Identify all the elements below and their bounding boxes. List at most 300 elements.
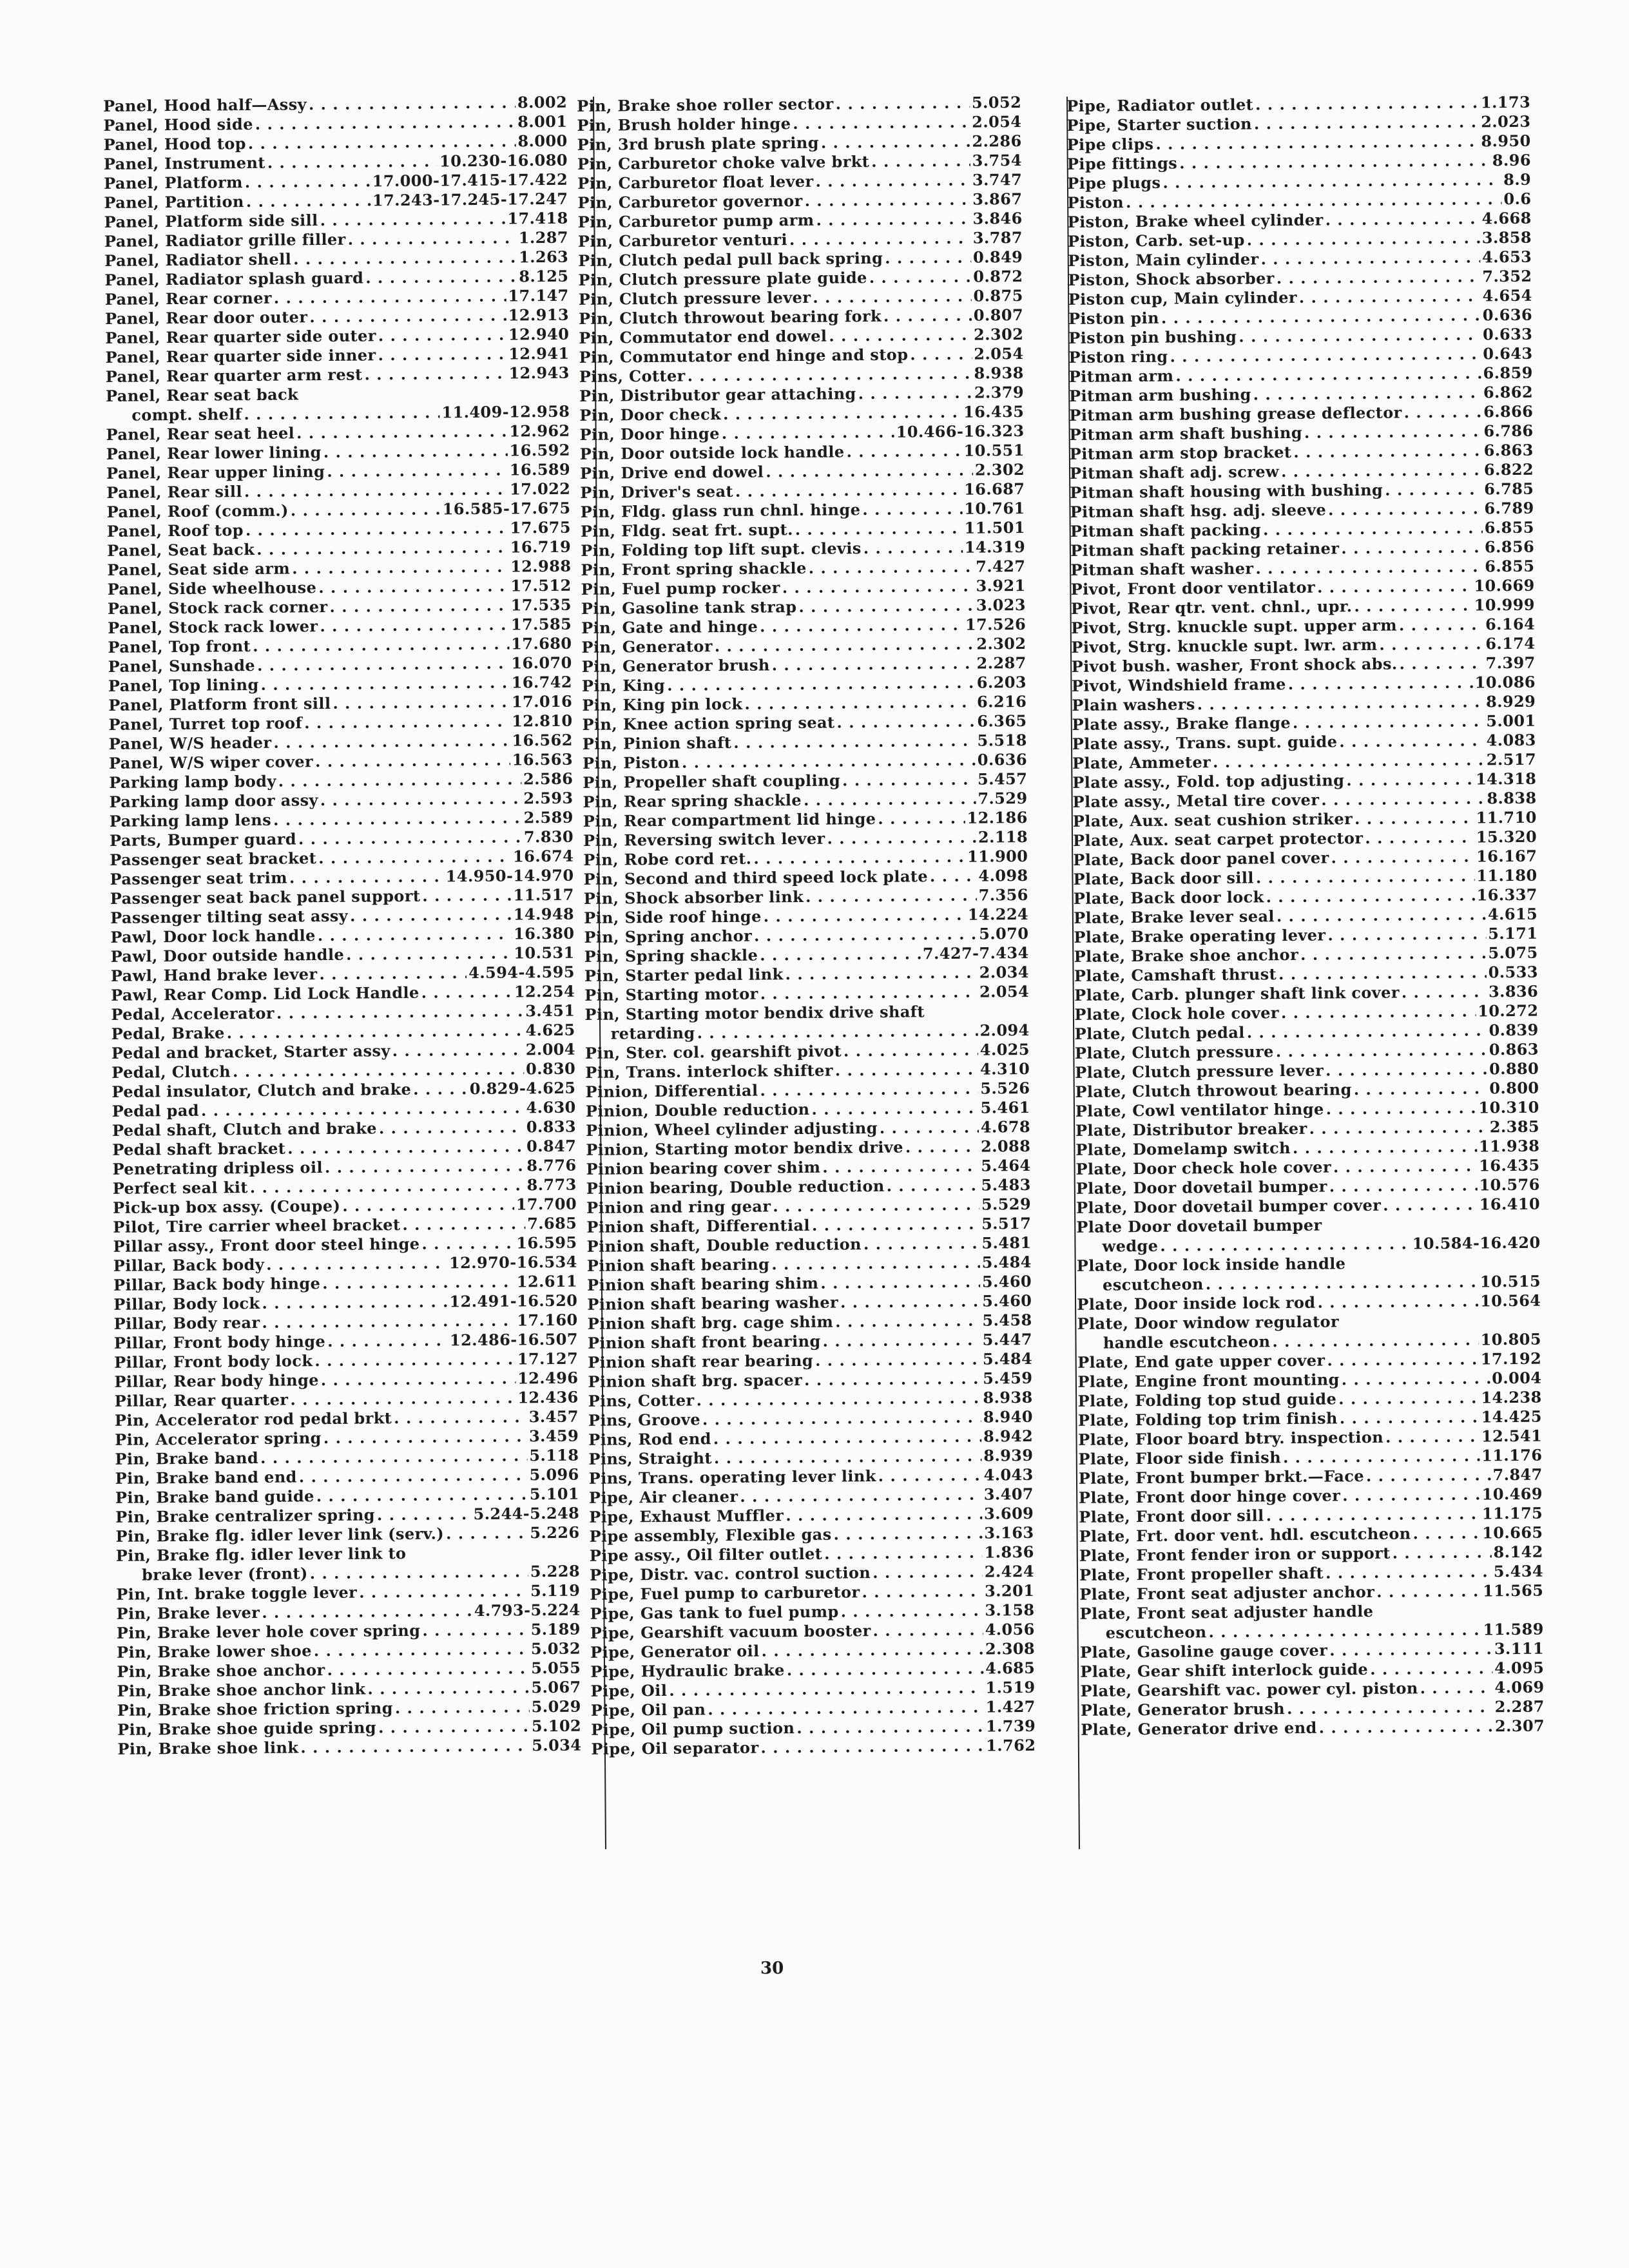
dot-leader — [1385, 479, 1482, 499]
entry-term: Pin, Brake band end — [115, 1467, 297, 1488]
entry-term: Piston, Brake wheel cylinder — [1067, 210, 1324, 231]
dot-leader — [422, 886, 512, 906]
dot-leader — [760, 615, 963, 637]
entry-part-number: 12.913 — [508, 305, 570, 325]
entry-part-number: 5.459 — [983, 1368, 1033, 1388]
dot-leader — [782, 577, 974, 598]
entry-term: Pitman shaft adj. screw — [1069, 462, 1280, 483]
index-column-2 — [577, 93, 1037, 1862]
dot-leader — [669, 1678, 983, 1700]
dot-leader — [771, 1253, 980, 1274]
dot-leader — [1338, 1388, 1479, 1408]
entry-term: Pin, Fuel pump rocker — [581, 578, 780, 599]
dot-leader — [316, 1485, 528, 1506]
entry-part-number: 8.142 — [1493, 1542, 1543, 1562]
dot-leader — [266, 1253, 447, 1274]
dot-leader — [320, 789, 522, 810]
dot-leader — [863, 1234, 980, 1254]
entry-part-number: 14.950-14.970 — [445, 865, 574, 886]
entry-part-number: 5.070 — [979, 923, 1029, 943]
dot-leader — [682, 751, 976, 773]
entry-term: Piston, Carb. set-up — [1067, 230, 1245, 251]
entry-term: Pin, Gate and hinge — [581, 617, 758, 637]
dot-leader — [1253, 383, 1481, 404]
entry-term: Panel, Sunshade — [108, 655, 256, 676]
entry-part-number: 12.186 — [967, 807, 1028, 827]
entry-term: Pin, Reversing switch lever — [583, 829, 825, 850]
entry-part-number: 4.310 — [979, 1059, 1030, 1079]
dot-leader — [1254, 112, 1480, 133]
entry-term: Parking lamp door assy — [109, 791, 318, 811]
index-entry — [106, 363, 570, 387]
entry-part-number: 12.496 — [517, 1368, 579, 1388]
entry-term: Panel, Radiator splash guard — [104, 268, 364, 289]
dot-leader — [812, 1215, 979, 1235]
entry-part-number: 12.962 — [509, 421, 570, 441]
dot-leader — [276, 1001, 524, 1023]
entry-term: Pitman arm stop bracket — [1069, 442, 1292, 463]
entry-part-number: 4.625 — [525, 1020, 575, 1040]
dot-leader — [804, 789, 976, 810]
entry-term: Piston pin — [1068, 308, 1160, 328]
dot-leader — [872, 1562, 983, 1582]
entry-part-number: 7.356 — [978, 885, 1028, 905]
entry-term: Pin, Spring shackle — [584, 945, 758, 966]
entry-term: Pin, Brush holder hinge — [577, 114, 791, 135]
entry-term: Pedal pad — [111, 1100, 200, 1120]
entry-term: Plate, Door dovetail bumper — [1075, 1177, 1327, 1198]
entry-part-number: 2.034 — [979, 962, 1030, 982]
dot-leader — [333, 693, 510, 713]
entry-term: Pedal and bracket, Starter assy — [111, 1041, 390, 1062]
entry-part-number: 16.742 — [511, 672, 573, 692]
entry-term: Pin, Carburetor float lever — [577, 171, 814, 193]
entry-part-number: 0.847 — [526, 1136, 577, 1156]
entry-part-number: 17.585 — [510, 614, 572, 634]
index-entry — [584, 982, 1029, 1005]
entry-term: Pillar, Body lock — [113, 1293, 260, 1314]
entry-part-number: 4.653 — [1481, 247, 1532, 267]
entry-part-number: 3.846 — [972, 208, 1023, 228]
entry-term: Pawl, Rear Comp. Lid Lock Handle — [111, 983, 419, 1004]
entry-part-number: 10.469 — [1481, 1484, 1543, 1504]
dot-leader — [325, 1156, 525, 1177]
entry-term: Passenger seat bracket — [110, 849, 317, 869]
entry-part-number: 11.501 — [964, 517, 1025, 537]
dot-leader — [1293, 441, 1482, 462]
dot-leader — [329, 596, 508, 617]
dot-leader — [836, 93, 970, 114]
entry-part-number: 16.435 — [963, 401, 1025, 421]
entry-term: Pin, Door check — [579, 405, 722, 425]
entry-term: Pin, Front spring shackle — [581, 558, 807, 579]
dot-leader — [766, 461, 973, 482]
entry-term: Piston — [1067, 193, 1124, 212]
dot-leader — [348, 228, 517, 249]
dot-leader — [930, 867, 977, 887]
dot-leader — [244, 403, 439, 424]
entry-term: Pin, Accelerator rod pedal brkt — [114, 1408, 392, 1430]
entry-term: Pin, Propeller shaft coupling — [583, 771, 841, 792]
entry-term: Panel, Platform side sill — [104, 211, 318, 231]
entry-term: Pipe clips — [1066, 134, 1154, 154]
entry-term: Pin, Clutch pedal pull back spring — [578, 248, 883, 270]
entry-part-number: 5.460 — [981, 1271, 1032, 1291]
dot-leader — [787, 1659, 984, 1680]
entry-term: Pinion shaft, Double reduction — [586, 1235, 862, 1256]
index-column-3 — [1066, 93, 1546, 1862]
dot-leader — [1281, 1002, 1476, 1023]
entry-part-number: 10.576 — [1479, 1175, 1540, 1195]
entry-part-number: 2.287 — [976, 653, 1027, 673]
entry-term: Plate, Clock hole cover — [1074, 1003, 1280, 1024]
entry-term: Panel, Side wheelhouse — [107, 578, 317, 599]
entry-term: Panel, Rear seat back — [105, 385, 299, 405]
entry-part-number: 5.484 — [981, 1252, 1032, 1272]
dot-leader — [1321, 789, 1485, 809]
entry-part-number: 10.272 — [1478, 1001, 1539, 1021]
entry-part-number: 3.754 — [972, 150, 1023, 170]
dot-leader — [733, 731, 975, 753]
entry-term: Pins, Trans. operating lever link — [588, 1466, 876, 1488]
entry-part-number: 5.189 — [530, 1619, 581, 1639]
entry-part-number: 4.678 — [980, 1117, 1031, 1137]
entry-term: Plate, Aux. seat cushion striker — [1072, 809, 1353, 831]
dot-leader — [835, 1311, 981, 1332]
dot-leader — [320, 615, 509, 637]
entry-part-number: 8.929 — [1485, 691, 1536, 711]
dot-leader — [824, 1543, 983, 1564]
dot-leader — [350, 905, 512, 926]
entry-term: wedge — [1102, 1236, 1159, 1256]
entry-term: Pin, Commutator end dowel — [579, 326, 827, 347]
dot-leader — [862, 1582, 983, 1602]
entry-term: Plate, Front seat adjuster anchor — [1079, 1582, 1375, 1604]
entry-part-number: 0.875 — [973, 285, 1023, 305]
entry-term: Panel, Stock rack lower — [108, 617, 318, 637]
dot-leader — [1170, 344, 1481, 366]
dot-leader — [299, 1465, 528, 1486]
entry-part-number: 4.685 — [985, 1658, 1036, 1678]
dot-leader — [314, 1349, 516, 1370]
dot-leader — [1255, 93, 1479, 114]
entry-term: Plate, Generator drive end — [1080, 1718, 1317, 1739]
entry-term: Panel, Stock rack corner — [107, 597, 328, 618]
entry-part-number: 4.083 — [1486, 730, 1536, 750]
dot-leader — [869, 267, 972, 287]
entry-term: Pins, Rod end — [588, 1429, 711, 1449]
dot-leader — [364, 364, 506, 385]
entry-part-number: 3.201 — [984, 1581, 1035, 1600]
entry-term: Plate, End gate upper cover — [1077, 1350, 1325, 1372]
dot-leader — [702, 1408, 981, 1430]
dot-leader — [394, 1407, 527, 1428]
dot-leader — [862, 499, 962, 519]
entry-term: Pilot, Tire carrier wheel bracket — [113, 1215, 401, 1236]
dot-leader — [262, 1601, 472, 1622]
entry-term: Pipe, Hydraulic brake — [590, 1660, 785, 1681]
dot-leader — [379, 1117, 525, 1138]
dot-leader — [785, 963, 977, 985]
dot-leader — [1412, 1523, 1480, 1543]
entry-part-number: 14.425 — [1481, 1407, 1543, 1427]
entry-part-number: 5.032 — [530, 1639, 581, 1658]
entry-term: Plate, Front door hinge cover — [1078, 1486, 1341, 1507]
entry-term: Pin, Door hinge — [579, 424, 720, 444]
entry-term: Plate, Engine front mounting — [1077, 1370, 1340, 1391]
entry-term: Pin, Int. brake toggle lever — [116, 1582, 358, 1604]
dot-leader — [256, 538, 508, 559]
entry-term: Pin, Brake band guide — [115, 1486, 314, 1507]
entry-term: Pinion shaft front bearing — [587, 1331, 821, 1352]
dot-leader — [1328, 499, 1483, 519]
entry-part-number: 11.565 — [1482, 1581, 1544, 1600]
entry-part-number: 1.836 — [984, 1542, 1034, 1562]
index-entry — [1077, 1291, 1541, 1314]
entry-part-number: 17.016 — [511, 691, 573, 711]
entry-part-number: 0.829-4.625 — [469, 1078, 576, 1099]
entry-part-number: 12.541 — [1481, 1426, 1543, 1446]
entry-part-number: 0.839 — [1489, 1020, 1539, 1040]
dot-leader — [1283, 1446, 1480, 1467]
entry-term: Pins, Cotter — [579, 366, 686, 386]
entry-term: Plate, Distributor breaker — [1075, 1119, 1307, 1140]
dot-leader — [365, 267, 517, 287]
entry-part-number: 5.226 — [530, 1523, 580, 1542]
entry-part-number: 10.466-16.323 — [896, 421, 1025, 441]
dot-leader — [760, 983, 978, 1004]
entry-term: Pin, Starting motor — [584, 984, 758, 1004]
entry-part-number: 1.173 — [1480, 92, 1531, 112]
dot-leader — [377, 1504, 472, 1524]
dot-leader — [1266, 1504, 1481, 1525]
dot-leader — [1247, 228, 1480, 249]
index-entry — [591, 1736, 1036, 1759]
dot-leader — [816, 209, 970, 230]
entry-term: Pedal, Clutch — [111, 1062, 231, 1082]
entry-term: escutcheon — [1102, 1274, 1204, 1294]
entry-part-number: 17.160 — [517, 1310, 578, 1330]
dot-leader — [318, 577, 508, 598]
entry-part-number: 4.025 — [979, 1039, 1030, 1059]
entry-part-number: 1.287 — [518, 227, 569, 247]
dot-leader — [1342, 1369, 1490, 1389]
entry-part-number: 6.866 — [1483, 401, 1534, 421]
entry-term: Passenger tilting seat assy — [110, 906, 349, 927]
entry-part-number: 10.665 — [1482, 1523, 1543, 1542]
entry-term: Pin, Brake shoe friction spring — [117, 1698, 394, 1720]
dot-leader — [1287, 1697, 1493, 1718]
entry-term: Pipe, Radiator outlet — [1066, 95, 1254, 115]
entry-term: Pin, Carburetor choke valve brkt — [577, 152, 870, 173]
dot-leader — [1276, 1040, 1487, 1061]
dot-leader — [402, 1214, 525, 1235]
entry-term: Plate, Gasoline gauge cover — [1079, 1640, 1328, 1662]
dot-leader — [1379, 634, 1483, 654]
entry-part-number: 6.855 — [1485, 556, 1535, 576]
entry-term: Plate, Gearshift vac. power cyl. piston — [1080, 1678, 1418, 1700]
dot-leader — [786, 1504, 982, 1526]
dot-leader — [273, 731, 510, 753]
entry-part-number: 7.397 — [1485, 653, 1536, 673]
entry-part-number: 12.988 — [510, 556, 572, 576]
entry-part-number: 12.810 — [512, 711, 573, 731]
index-entry — [115, 1523, 579, 1546]
entry-part-number: 2.286 — [972, 131, 1022, 151]
index-entry — [1079, 1581, 1543, 1604]
dot-leader — [1399, 615, 1483, 635]
dot-leader — [1160, 1234, 1411, 1255]
entry-part-number: 5.526 — [980, 1078, 1030, 1098]
entry-term: Panel, Roof (comm.) — [106, 501, 289, 521]
entry-part-number: 3.457 — [528, 1407, 579, 1427]
entry-term: Pillar, Body rear — [113, 1312, 260, 1333]
entry-term: Pitman arm bushing grease deflector — [1069, 403, 1402, 425]
entry-term: Piston ring — [1068, 347, 1168, 367]
entry-part-number: 1.762 — [986, 1735, 1036, 1755]
entry-term: Pillar, Back body — [113, 1254, 265, 1275]
entry-part-number: 6.365 — [977, 711, 1027, 731]
dot-leader — [1299, 286, 1481, 307]
dot-leader — [1365, 828, 1474, 848]
entry-term: Pinion, Double reduction — [585, 1099, 810, 1120]
entry-term: Plate, Brake shoe anchor — [1074, 945, 1299, 966]
entry-part-number: 17.680 — [511, 633, 572, 653]
entry-term: Plate, Carb. plunger shaft link cover — [1074, 983, 1400, 1004]
index-entry — [1076, 1195, 1540, 1218]
entry-part-number: 5.460 — [982, 1291, 1032, 1311]
entry-term: Pawl, Hand brake lever — [110, 965, 318, 985]
entry-part-number: 6.822 — [1483, 459, 1534, 479]
dot-leader — [342, 1195, 514, 1216]
dot-leader — [744, 693, 975, 714]
entry-term: Plate, Camshaft thrust — [1074, 965, 1277, 985]
entry-term: Pedal, Accelerator — [111, 1003, 275, 1024]
entry-part-number: 4.069 — [1494, 1677, 1545, 1697]
dot-leader — [789, 229, 971, 249]
entry-part-number: 10.669 — [1474, 575, 1535, 595]
entry-term: Pin, Trans. interlock shifter — [585, 1061, 833, 1082]
entry-part-number: 5.484 — [982, 1349, 1033, 1369]
entry-term: Plate, Brake operating lever — [1074, 925, 1326, 947]
dot-leader — [262, 1311, 515, 1332]
entry-term: Panel, Top front — [108, 637, 251, 657]
dot-leader — [421, 983, 512, 1003]
entry-part-number: 8.000 — [517, 131, 568, 151]
dot-leader — [858, 383, 972, 404]
entry-part-number: 16.435 — [1479, 1155, 1540, 1175]
entry-part-number: 6.785 — [1484, 479, 1534, 499]
entry-part-number: 17.192 — [1480, 1349, 1542, 1369]
entry-part-number: 16.562 — [512, 730, 573, 750]
entry-part-number: 10.584-16.420 — [1412, 1233, 1541, 1253]
entry-term: Pillar, Rear quarter — [114, 1390, 289, 1410]
entry-part-number: 7.352 — [1482, 266, 1532, 286]
dot-leader — [1331, 847, 1474, 868]
entry-part-number: 3.459 — [528, 1426, 579, 1446]
entry-part-number: 12.486-16.507 — [449, 1329, 578, 1350]
entry-term: Panel, Hood half—Assy — [103, 95, 307, 115]
entry-term: Panel, Rear quarter side inner — [105, 345, 376, 367]
entry-term: Pitman shaft packing retainer — [1070, 539, 1340, 560]
dot-leader — [1383, 1195, 1478, 1215]
entry-term: Plate, Front propeller shaft — [1079, 1563, 1324, 1584]
dot-leader — [1179, 151, 1490, 173]
dot-leader — [1317, 577, 1472, 597]
entry-part-number: 5.034 — [532, 1735, 582, 1755]
dot-leader — [1346, 770, 1474, 791]
dot-leader — [804, 1369, 981, 1390]
entry-term: Pinion bearing, Double reduction — [586, 1176, 885, 1198]
dot-leader — [754, 925, 977, 946]
entry-part-number: 0.807 — [973, 305, 1024, 325]
entry-term: Pinion and ring gear — [586, 1196, 771, 1217]
dot-leader — [842, 770, 976, 791]
entry-term: Pinion, Differential — [585, 1081, 758, 1101]
entry-part-number: 5.101 — [529, 1484, 580, 1504]
entry-part-number: 5.118 — [529, 1445, 579, 1465]
entry-part-number: 10.310 — [1478, 1097, 1539, 1117]
entry-term: Parts, Bumper guard — [109, 829, 297, 850]
entry-term: Pick-up box assy. (Coupe) — [112, 1196, 341, 1217]
entry-part-number: 17.418 — [507, 208, 568, 228]
entry-part-number: 10.515 — [1480, 1271, 1541, 1291]
dot-leader — [422, 1620, 529, 1640]
entry-part-number: 2.308 — [985, 1639, 1036, 1658]
entry-part-number: 2.586 — [523, 769, 574, 789]
entry-term: Pin, King — [581, 675, 666, 695]
entry-term: Pivot, Front door ventilator — [1070, 577, 1316, 599]
entry-part-number: 8.940 — [983, 1407, 1034, 1427]
entry-term: Pin, Drive end dowel — [579, 462, 764, 483]
dot-leader — [1402, 982, 1487, 1002]
entry-term: Panel, Rear seat heel — [106, 423, 295, 444]
entry-part-number: 3.407 — [983, 1484, 1034, 1504]
entry-part-number: 5.464 — [981, 1155, 1031, 1175]
dot-leader — [1277, 905, 1486, 926]
dot-leader — [1341, 537, 1483, 558]
dot-leader — [1277, 267, 1481, 288]
entry-term: Pitman arm — [1068, 366, 1174, 386]
entry-term: Panel, Rear sill — [106, 482, 243, 502]
dot-leader — [846, 441, 961, 462]
entry-part-number: 5.483 — [981, 1175, 1031, 1195]
entry-part-number: 0.880 — [1489, 1059, 1539, 1079]
entry-part-number: 14.948 — [513, 904, 575, 924]
entry-part-number: 4.056 — [985, 1619, 1035, 1639]
entry-term: Pinion, Wheel cylinder adjusting — [585, 1118, 878, 1140]
entry-term: Panel, Radiator shell — [104, 249, 292, 270]
dot-leader — [863, 538, 963, 558]
entry-part-number: 5.518 — [977, 730, 1027, 750]
entry-term: Plate, Clutch pressure lever — [1075, 1061, 1324, 1082]
entry-term: Pawl, Door outside handle — [110, 945, 345, 966]
dot-leader — [1339, 731, 1485, 751]
entry-term: Pedal, Brake — [111, 1023, 225, 1043]
entry-term: Panel, Hood side — [103, 114, 253, 135]
dot-leader — [1354, 809, 1474, 829]
entry-part-number: 16.070 — [511, 653, 572, 673]
entry-term: Pinion, Starting motor bendix drive — [586, 1137, 903, 1159]
entry-term: Pitman shaft packing — [1070, 520, 1262, 541]
dot-leader — [321, 1369, 516, 1390]
dot-leader — [327, 1658, 529, 1680]
entry-term: Pinion shaft rear bearing — [588, 1350, 814, 1372]
entry-part-number: 11.900 — [967, 846, 1028, 866]
dot-leader — [292, 557, 508, 579]
entry-term: Pin, Folding top lift supt. clevis — [581, 539, 862, 560]
entry-term: Plate, Clutch throwout bearing — [1075, 1080, 1352, 1101]
